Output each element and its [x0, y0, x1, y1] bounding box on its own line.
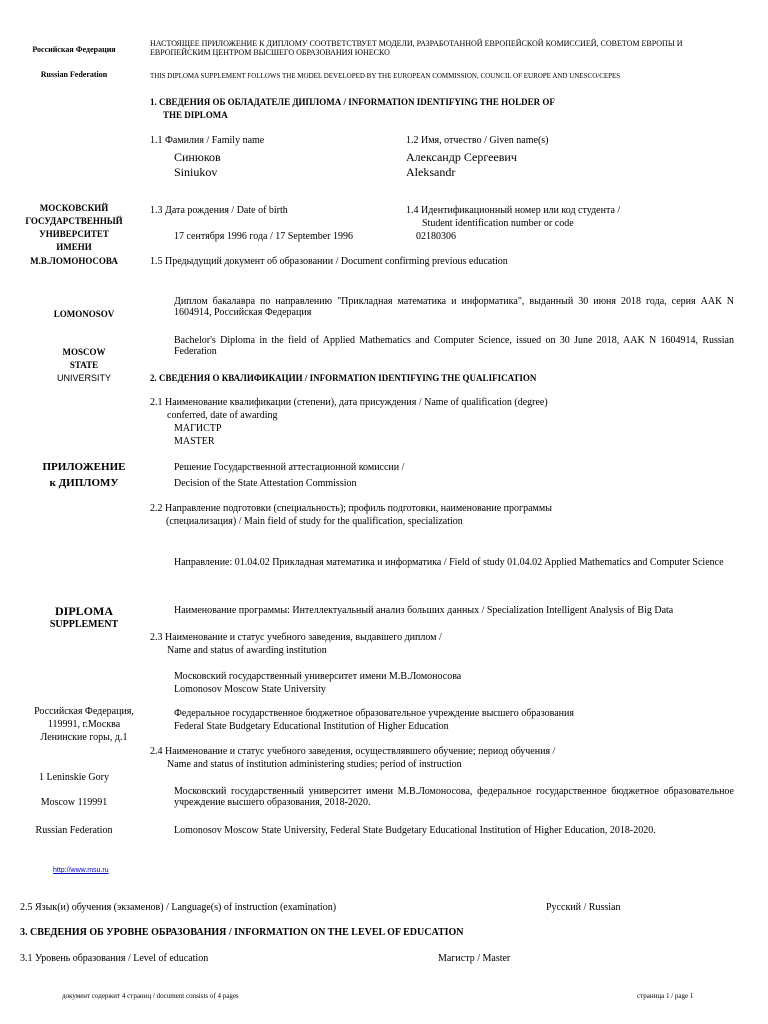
- education-level-label: 3.1 Уровень образования / Level of education: [20, 953, 209, 964]
- previous-document-label: 1.5 Предыдущий документ об образовании / Document confirming previous education: [150, 256, 508, 267]
- supplement-ru-line-2: к ДИПЛОМУ: [49, 477, 119, 489]
- field-of-study-value: Направление: 01.04.02 Прикладная математика и информатика / Field of study 01.04.02 Applied Mathematics and Computer Science: [174, 557, 724, 568]
- awarding-institution-label-line-2: Name and status of awarding institution: [167, 645, 327, 656]
- univ-ru-line-3: УНИВЕРСИТЕТ: [39, 229, 109, 239]
- administering-institution-ru: Московский государственный университет имени М.В.Ломоносова, федеральное государственное бюджетное образовательное учреждение высшего образования, 2018-2020.: [174, 786, 734, 808]
- qualification-en: MASTER: [174, 436, 215, 447]
- address-en-line-3: Russian Federation: [35, 825, 113, 836]
- given-name-en: Aleksandr: [406, 165, 456, 179]
- family-name-ru: Синюков: [174, 150, 221, 164]
- institution-status-ru: Федеральное государственное бюджетное образовательное учреждение высшего образования: [174, 708, 574, 719]
- student-id-label-line-2: Student identification number or code: [422, 218, 574, 229]
- date-of-birth-value: 17 сентября 1996 года / 17 September 1996: [174, 231, 354, 242]
- decision-en: Decision of the State Attestation Commission: [174, 478, 357, 489]
- section-1-heading-line-1: 1. СВЕДЕНИЯ ОБ ОБЛАДАТЕЛЕ ДИПЛОМА / INFORMATION IDENTIFYING THE HOLDER OF: [150, 97, 555, 107]
- section-1-heading-line-2: THE DIPLOMA: [163, 110, 228, 120]
- univ-ru-line-4: ИМЕНИ: [56, 242, 92, 252]
- univ-ru-line-1: МОСКОВСКИЙ: [39, 203, 109, 213]
- country-en: Russian Federation: [40, 70, 108, 79]
- address-ru-line-3: Ленинские горы, д.1: [40, 732, 128, 743]
- notice-en: THIS DIPLOMA SUPPLEMENT FOLLOWS THE MODEL DEVELOPED BY THE EUROPEAN COMMISSION, COUNCIL OF EUROPE AND UNESCO/CEPES: [150, 72, 621, 80]
- previous-document-en: Bachelor's Diploma in the field of Applied Mathematics and Computer Science, issued on 30 June 2018, AAK N 1604914, Russian Federation: [174, 335, 734, 357]
- student-id-value: 02180306: [416, 231, 456, 242]
- footer-page-count: документ содержит 4 страниц / document consists of 4 pages: [62, 992, 239, 1000]
- awarding-institution-label: [150, 632, 750, 656]
- field-of-study-label-line-1: 2.2 Направление подготовки (специальность); профиль подготовки, наименование программы: [150, 503, 552, 514]
- awarding-institution-label-line-1: 2.3 Наименование и статус учебного заведения, выдавшего диплом /: [150, 632, 442, 643]
- administering-institution-label-line-1: 2.4 Наименование и статус учебного заведения, осуществлявшего обучение; период обучения /: [150, 746, 556, 757]
- language-label: 2.5 Язык(и) обучения (экзаменов) / Language(s) of instruction (examination): [20, 902, 337, 913]
- supplement-ru-line-1: ПРИЛОЖЕНИЕ: [42, 461, 126, 473]
- qualification-label-line-2: conferred, date of awarding: [167, 410, 278, 421]
- univ-en-line-2: MOSCOW: [62, 347, 106, 357]
- website-link[interactable]: http://www.msu.ru: [53, 867, 109, 874]
- address-en-line-2: Moscow 119991: [40, 797, 108, 808]
- univ-en-line-1: LOMONOSOV: [53, 309, 115, 319]
- section-2-heading: 2. СВЕДЕНИЯ О КВАЛИФИКАЦИИ / INFORMATION IDENTIFYING THE QUALIFICATION: [150, 373, 537, 383]
- decision-ru: Решение Государственной аттестационной комиссии /: [174, 462, 405, 473]
- univ-ru-line-2: ГОСУДАРСТВЕННЫЙ: [25, 216, 123, 226]
- address-ru-line-1: Российская Федерация,: [34, 706, 134, 717]
- awarding-institution-ru: Московский государственный университет имени М.В.Ломоносова: [174, 671, 462, 682]
- supplement-en-line-1: DIPLOMA: [55, 604, 113, 618]
- field-of-study-label-line-2: (специализация) / Main field of study for the qualification, specialization: [166, 516, 463, 527]
- notice-ru: НАСТОЯЩЕЕ ПРИЛОЖЕНИЕ К ДИПЛОМУ СООТВЕТСТВУЕТ МОДЕЛИ, РАЗРАБОТАННОЙ ЕВРОПЕЙСКОЙ КОМИССИЕЙ, СОВЕТОМ ЕВРОПЫ И ЕВРОПЕЙСКИМ ЦЕНТРОМ ВЫСШЕГО ОБРАЗОВАНИЯ ЮНЕСКО: [150, 39, 683, 57]
- footer-page-number: страница 1 / page 1: [637, 992, 694, 1000]
- field-of-study-label: [150, 503, 750, 527]
- language-value: Русский / Russian: [546, 902, 621, 913]
- family-name-label: 1.1 Фамилия / Family name: [150, 135, 265, 146]
- given-name-label: 1.2 Имя, отчество / Given name(s): [406, 135, 549, 146]
- institution-status-en: Federal State Budgetary Educational Institution of Higher Education: [174, 721, 449, 732]
- program-name-value: Наименование программы: Интеллектуальный анализ больших данных / Specialization Intelligent Analysis of Big Data: [174, 605, 674, 616]
- administering-institution-label-line-2: Name and status of institution administering studies; period of instruction: [167, 759, 462, 770]
- univ-en-line-3: STATE: [69, 360, 99, 370]
- country-ru: Российская Федерация: [32, 45, 116, 54]
- awarding-institution-en: Lomonosov Moscow State University: [174, 684, 326, 695]
- student-id-label-line-1: 1.4 Идентификационный номер или код студента /: [406, 205, 621, 216]
- family-name-en: Siniukov: [174, 165, 218, 179]
- qualification-label: [150, 397, 750, 421]
- given-name-ru: Александр Сергеевич: [406, 150, 517, 164]
- supplement-en-line-2: SUPPLEMENT: [49, 619, 119, 630]
- date-of-birth-label: 1.3 Дата рождения / Date of birth: [150, 205, 288, 216]
- administering-institution-en: Lomonosov Moscow State University, Federal State Budgetary Educational Institution of Higher Education, 2018-2020.: [174, 825, 656, 836]
- section-3-heading: 3. СВЕДЕНИЯ ОБ УРОВНЕ ОБРАЗОВАНИЯ / INFORMATION ON THE LEVEL OF EDUCATION: [20, 927, 464, 938]
- univ-en-line-4: UNIVERSITY: [56, 373, 111, 383]
- previous-document-ru: Диплом бакалавра по направлению "Прикладная математика и информатика", выданный 30 июня 2018 года, серия ААК N 1604914, Российская Федерация: [174, 296, 734, 318]
- univ-ru-line-5: М.В.ЛОМОНОСОВА: [30, 256, 118, 266]
- qualification-label-line-1: 2.1 Наименование квалификации (степени), дата присуждения / Name of qualification (degree): [150, 397, 548, 408]
- address-ru: [10, 706, 158, 743]
- section-1-heading: [150, 97, 750, 120]
- education-level-value: Магистр / Master: [438, 953, 511, 964]
- address-en-line-1: 1 Leninskie Gory: [39, 772, 109, 783]
- sidebar-university-ru: [10, 203, 138, 266]
- administering-institution-label: [150, 746, 750, 770]
- qualification-ru: МАГИСТР: [174, 423, 222, 434]
- address-ru-line-2: 119991, г.Москва: [47, 719, 121, 730]
